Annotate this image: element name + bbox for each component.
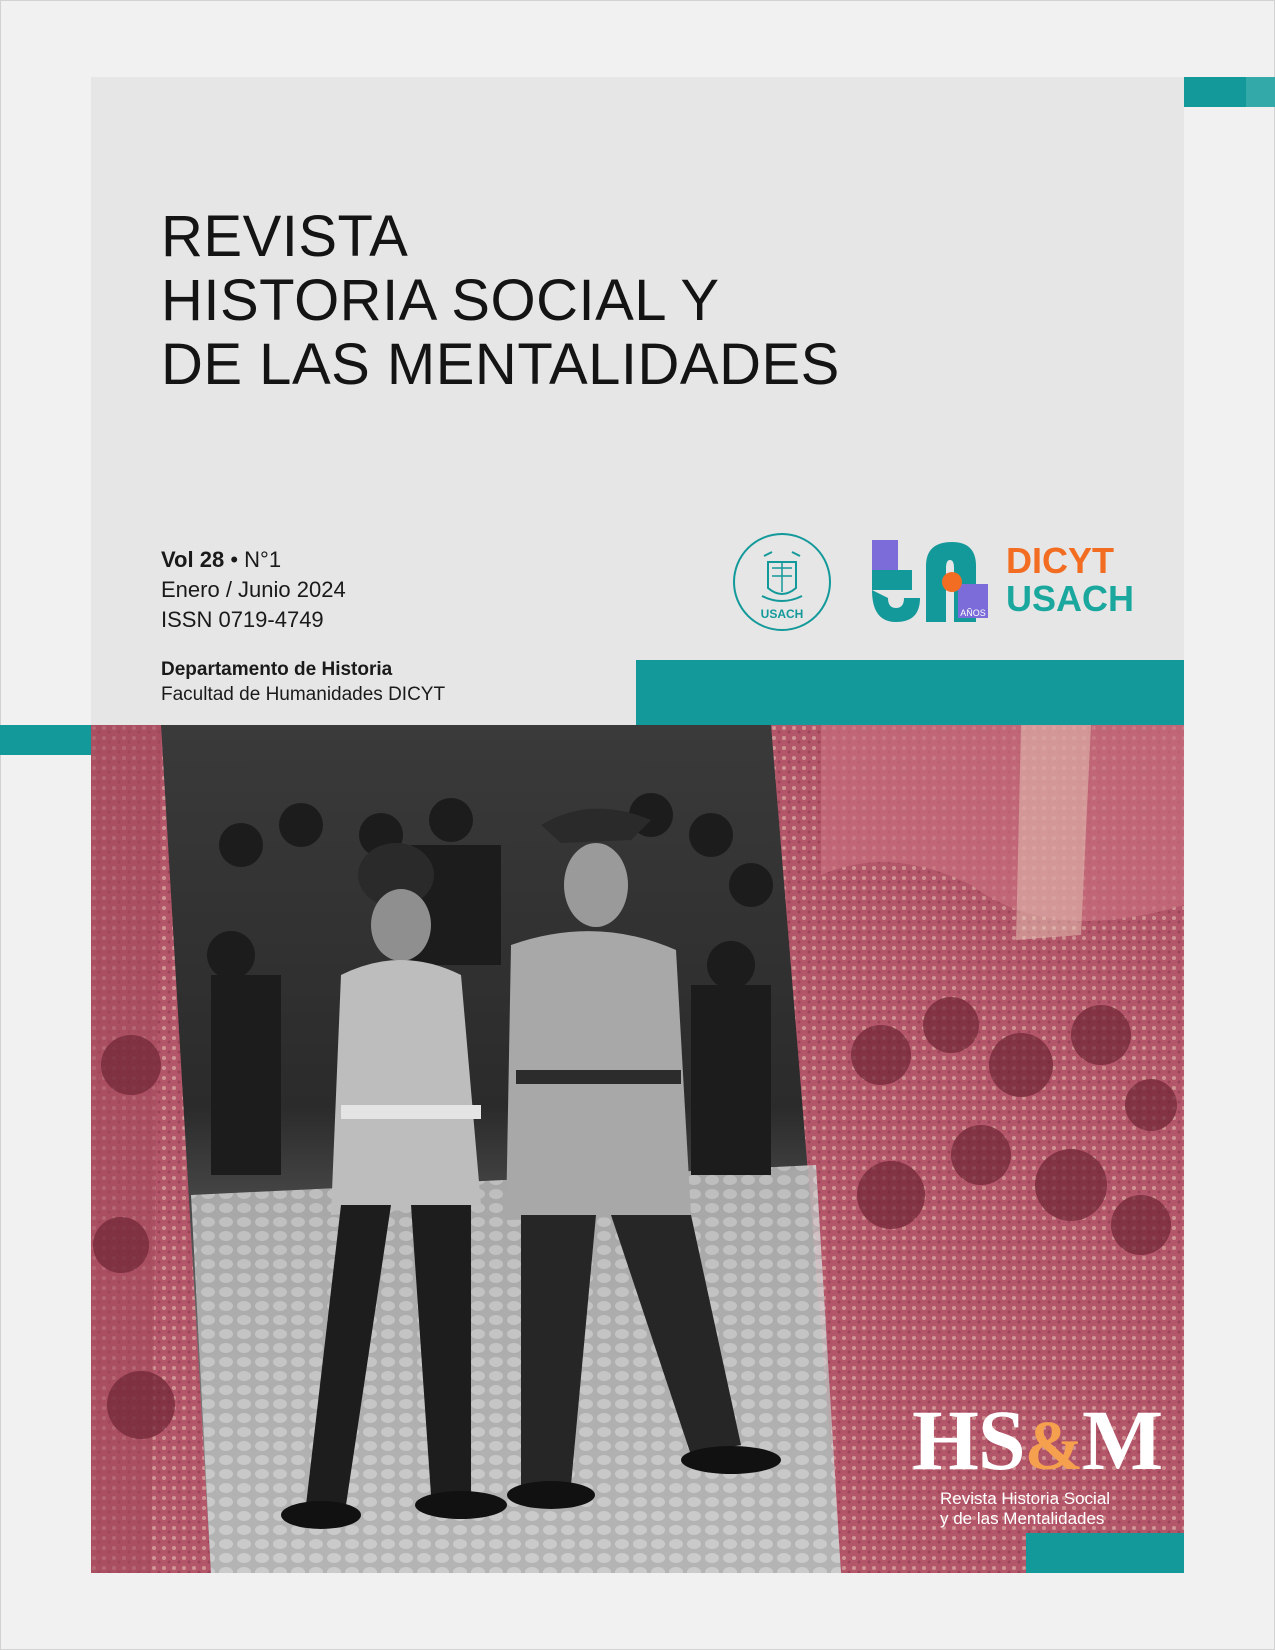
teal-band-mid bbox=[636, 660, 1184, 725]
bullet-separator: • bbox=[230, 547, 245, 572]
teal-accent-bottom-right bbox=[1026, 1533, 1184, 1573]
teal-accent-top-right bbox=[1184, 77, 1246, 107]
hsm-subtitle-line-1: Revista Historia Social bbox=[940, 1489, 1111, 1508]
hsm-ampersand: & bbox=[1024, 1408, 1083, 1485]
faculty-name: Facultad de Humanidades DICYT bbox=[161, 684, 446, 705]
department-name: Departamento de Historia bbox=[161, 659, 393, 680]
hsm-initials-hs: HS bbox=[912, 1392, 1025, 1488]
volume: Vol 28 bbox=[161, 547, 225, 572]
dicyt-line-1: DICYT bbox=[1006, 540, 1114, 581]
title-line-1: REVISTA bbox=[161, 204, 409, 269]
hsm-initials-m: M bbox=[1082, 1392, 1163, 1488]
issue-period: Enero / Junio 2024 bbox=[161, 577, 346, 602]
teal-accent-left bbox=[0, 725, 91, 755]
dicyt-line-2: USACH bbox=[1006, 578, 1135, 619]
journal-title bbox=[161, 205, 840, 397]
volume-number-line bbox=[161, 545, 346, 575]
dicyt-anos-text: AÑOS bbox=[960, 608, 986, 618]
hsm-initials bbox=[912, 1392, 1163, 1489]
issn: ISSN 0719-4749 bbox=[161, 607, 324, 632]
title-line-3: DE LAS MENTALIDADES bbox=[161, 332, 840, 397]
issue-number: N°1 bbox=[244, 547, 282, 572]
issue-info bbox=[161, 545, 346, 635]
teal-accent-top-right-tip bbox=[1246, 77, 1275, 107]
black-white-photograph bbox=[161, 725, 841, 1573]
hsm-logo bbox=[912, 1392, 1163, 1529]
usach-seal-text: USACH bbox=[760, 607, 804, 621]
title-line-2: HISTORIA SOCIAL Y bbox=[161, 268, 720, 333]
hsm-subtitle-line-2: y de las Mentalidades bbox=[940, 1509, 1105, 1528]
usach-seal-logo bbox=[732, 532, 832, 632]
dicyt-usach-wordmark bbox=[1006, 542, 1134, 618]
department-info bbox=[161, 657, 445, 707]
